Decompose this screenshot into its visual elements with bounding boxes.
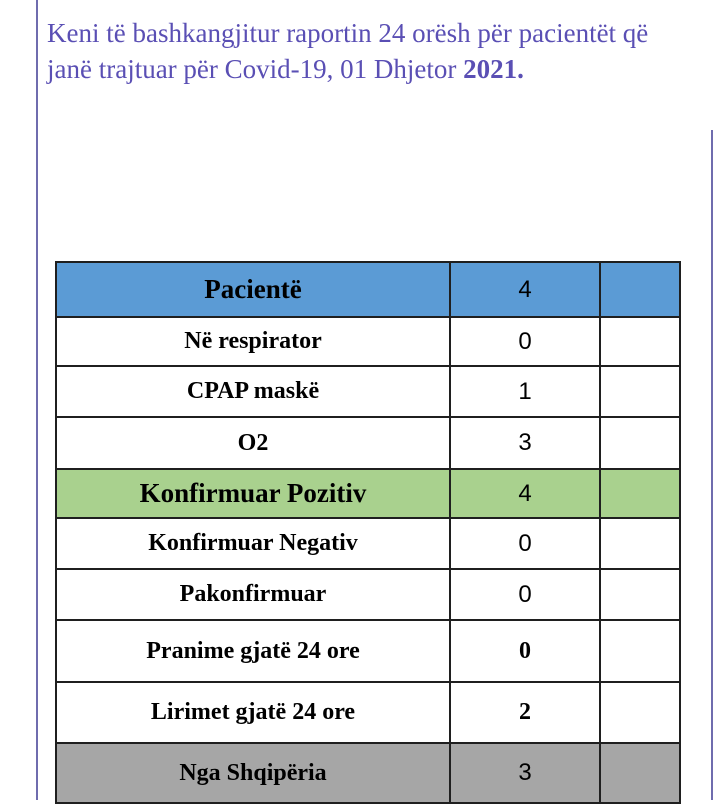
row-label: O2 <box>56 417 450 469</box>
table-row-cpap <box>56 366 680 417</box>
row-label: Konfirmuar Negativ <box>56 518 450 569</box>
row-value: 0 <box>450 518 600 569</box>
row-value: 4 <box>450 469 600 518</box>
row-extra-cell <box>600 620 680 682</box>
row-value: 0 <box>450 620 600 682</box>
row-value: 4 <box>450 262 600 317</box>
row-extra-cell <box>600 518 680 569</box>
row-extra-cell <box>600 262 680 317</box>
row-value: 3 <box>450 417 600 469</box>
row-extra-cell <box>600 743 680 803</box>
row-extra-cell <box>600 317 680 366</box>
row-label: CPAP maskë <box>56 366 450 417</box>
row-label: Nga Shqipëria <box>56 743 450 803</box>
row-value: 1 <box>450 366 600 417</box>
row-value: 3 <box>450 743 600 803</box>
row-value: 2 <box>450 682 600 743</box>
row-label: Pacientë <box>56 262 450 317</box>
row-label: Në respirator <box>56 317 450 366</box>
row-label: Lirimet gjatë 24 ore <box>56 682 450 743</box>
row-value: 0 <box>450 569 600 620</box>
row-value: 0 <box>450 317 600 366</box>
table-row-discharges <box>56 682 680 743</box>
table-row-confirmed-positive <box>56 469 680 518</box>
row-label: Konfirmuar Pozitiv <box>56 469 450 518</box>
table-row-patients <box>56 262 680 317</box>
row-extra-cell <box>600 569 680 620</box>
table-row-respirator <box>56 317 680 366</box>
row-label: Pranime gjatë 24 ore <box>56 620 450 682</box>
table-row-unconfirmed <box>56 569 680 620</box>
intro-text <box>47 15 697 87</box>
left-margin-rule <box>36 0 38 800</box>
row-extra-cell <box>600 417 680 469</box>
table-row-o2 <box>56 417 680 469</box>
covid-report-table <box>55 261 681 804</box>
intro-year: 2021 <box>463 54 518 84</box>
table-row-admissions <box>56 620 680 682</box>
right-margin-rule <box>711 130 713 800</box>
intro-period: . <box>517 54 524 84</box>
row-extra-cell <box>600 682 680 743</box>
row-extra-cell <box>600 366 680 417</box>
table-row-confirmed-negative <box>56 518 680 569</box>
row-label: Pakonfirmuar <box>56 569 450 620</box>
table-row-from-albania <box>56 743 680 803</box>
intro-sentence: Keni të bashkangjitur raportin 24 orësh për pacientët që janë trajtuar për Covid-19, 01 Dhjetor <box>47 18 649 84</box>
row-extra-cell <box>600 469 680 518</box>
